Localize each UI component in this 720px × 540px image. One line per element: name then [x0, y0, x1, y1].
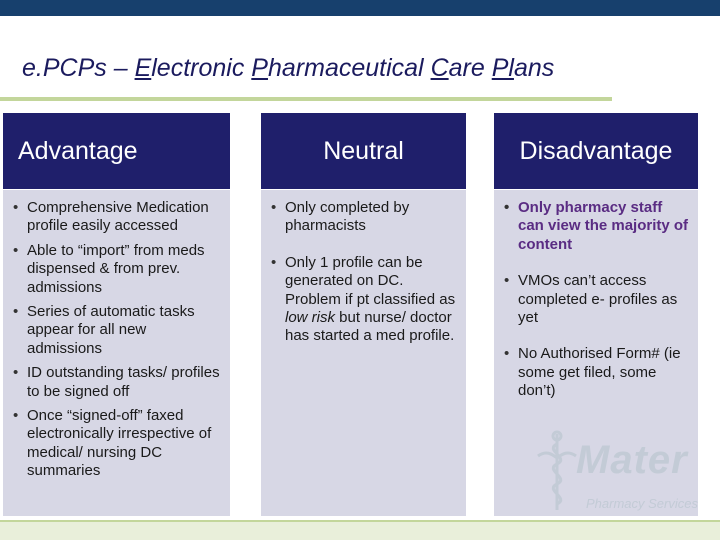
advantage-header [3, 113, 230, 189]
slide-title: e.PCPs – Electronic Pharmaceutical Care Plans [22, 54, 555, 82]
list-item-text: but nurse/ doctor has started a med profile. [285, 309, 455, 345]
title-underline-rule [0, 97, 612, 101]
top-banner-bar [0, 0, 720, 16]
disadvantage-list [494, 190, 698, 401]
list-item: • Only completed by pharmacists [266, 199, 458, 236]
advantage-panel [3, 190, 230, 516]
list-item [266, 254, 458, 346]
mater-logo [528, 430, 698, 514]
list-item: • Able to “import” from meds dispensed & from prev. admissions [8, 242, 222, 297]
neutral-header [261, 113, 466, 189]
disadvantage-header [494, 113, 698, 189]
neutral-panel [261, 190, 466, 516]
neutral-header-label: Neutral [323, 136, 404, 165]
disadvantage-header-label: Disadvantage [519, 136, 673, 165]
logo-wordmark: Mater [576, 438, 688, 482]
neutral-list [261, 190, 466, 346]
list-item-text: Only 1 profile can be generated on DC. Problem if pt classified as [285, 253, 456, 308]
list-item: • Comprehensive Medication profile easily accessed [8, 199, 222, 236]
list-item: • VMOs can’t access completed e- profiles as yet [499, 272, 692, 327]
footer-band [0, 522, 720, 540]
list-item-emphasis: low risk [285, 309, 336, 327]
list-item: • Only pharmacy staff can view the majority of content [499, 199, 692, 254]
logo-subtitle: Pharmacy Services [586, 496, 698, 511]
list-item: • Series of automatic tasks appear for all new admissions [8, 303, 222, 358]
advantage-header-label: Advantage [18, 136, 138, 165]
caduceus-icon [534, 430, 580, 512]
list-item: • ID outstanding tasks/ profiles to be signed off [8, 364, 222, 401]
list-item: • No Authorised Form# (ie some get filed, some don’t) [499, 345, 692, 400]
advantage-list [3, 190, 230, 481]
list-item: • Once “signed-off” faxed electronically irrespective of medical/ nursing DC summaries [8, 407, 222, 481]
